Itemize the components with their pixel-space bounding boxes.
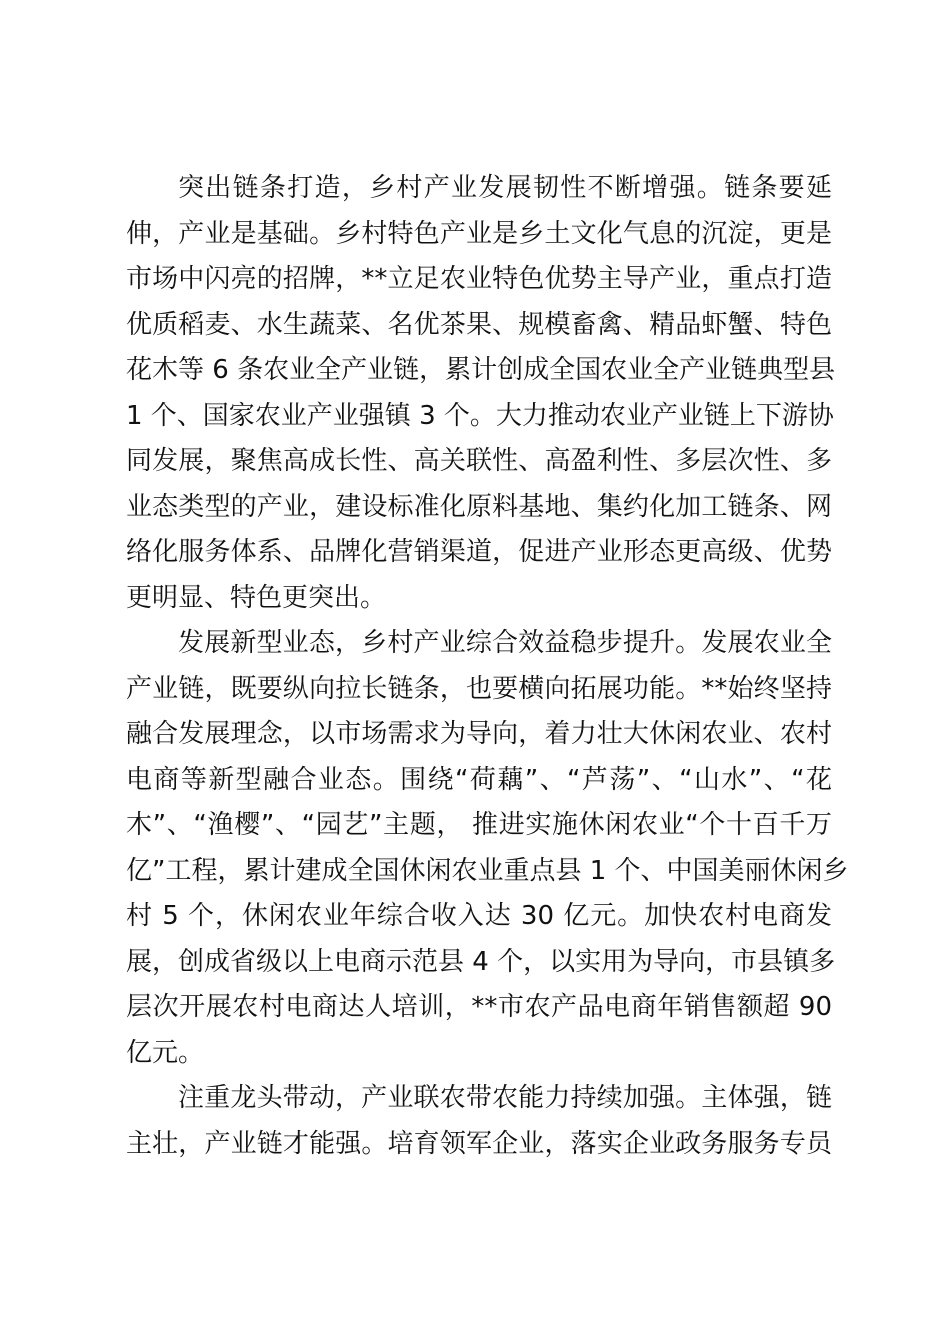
- text-line: 展，创成省级以上电商示范县 4 个，以实用为导向，市县镇多: [126, 946, 836, 977]
- text-line: 1 个、国家农业产业强镇 3 个。大力推动农业产业链上下游协: [126, 400, 834, 431]
- text-line: 发展新型业态，乡村产业综合效益稳步提升。发展农业全: [178, 628, 832, 658]
- document-body: [126, 166, 849, 1167]
- text-line: 市场中闪亮的招牌，**立足农业特色优势主导产业，重点打造: [126, 264, 832, 294]
- text-line: 电商等新型融合业态。围绕“荷藕”、“芦荡”、“山水”、“花: [126, 764, 832, 795]
- text-line: 产业链，既要纵向拉长链条，也要横向拓展功能。**始终坚持: [126, 673, 832, 704]
- text-line: 木”、“渔樱”、“园艺”主题， 推进实施休闲农业“个十百千万: [126, 810, 832, 840]
- text-line: 亿元。: [126, 1037, 205, 1068]
- text-line: 亿”工程，累计建成全国休闲农业重点县 1 个、中国美丽休闲乡: [126, 855, 849, 886]
- text-line: 优质稻麦、水生蔬菜、名优茶果、规模畜禽、精品虾蟹、特色: [126, 309, 832, 340]
- text-line: 层次开展农村电商达人培训，**市农产品电商年销售额超 90: [126, 992, 832, 1022]
- text-line: 同发展，聚焦高成长性、高关联性、高盈利性、多层次性、多: [126, 446, 832, 476]
- text-line: 业态类型的产业，建设标准化原料基地、集约化加工链条、网: [126, 491, 832, 522]
- text-line: 更明显、特色更突出。: [126, 582, 387, 613]
- text-line: 突出链条打造，乡村产业发展韧性不断增强。链条要延: [178, 173, 832, 203]
- text-line: 络化服务体系、品牌化营销渠道，促进产业形态更高级、优势: [126, 537, 832, 567]
- paragraph-new-business-forms: [126, 621, 849, 1076]
- text-line: 注重龙头带动，产业联农带农能力持续加强。主体强，链: [178, 1083, 832, 1113]
- text-line: 伸，产业是基础。乡村特色产业是乡土文化气息的沉淀，更是: [126, 218, 832, 249]
- text-line: 花木等 6 条农业全产业链，累计创成全国农业全产业链典型县: [126, 355, 836, 385]
- paragraph-leading-enterprises: [126, 1076, 832, 1167]
- text-line: 融合发展理念，以市场需求为导向，着力壮大休闲农业、农村: [126, 719, 832, 749]
- text-line: 村 5 个，休闲农业年综合收入达 30 亿元。加快农村电商发: [126, 901, 832, 931]
- paragraph-industry-chain: [126, 166, 836, 621]
- text-line: 主壮，产业链才能强。培育领军企业，落实企业政务服务专员: [126, 1128, 832, 1159]
